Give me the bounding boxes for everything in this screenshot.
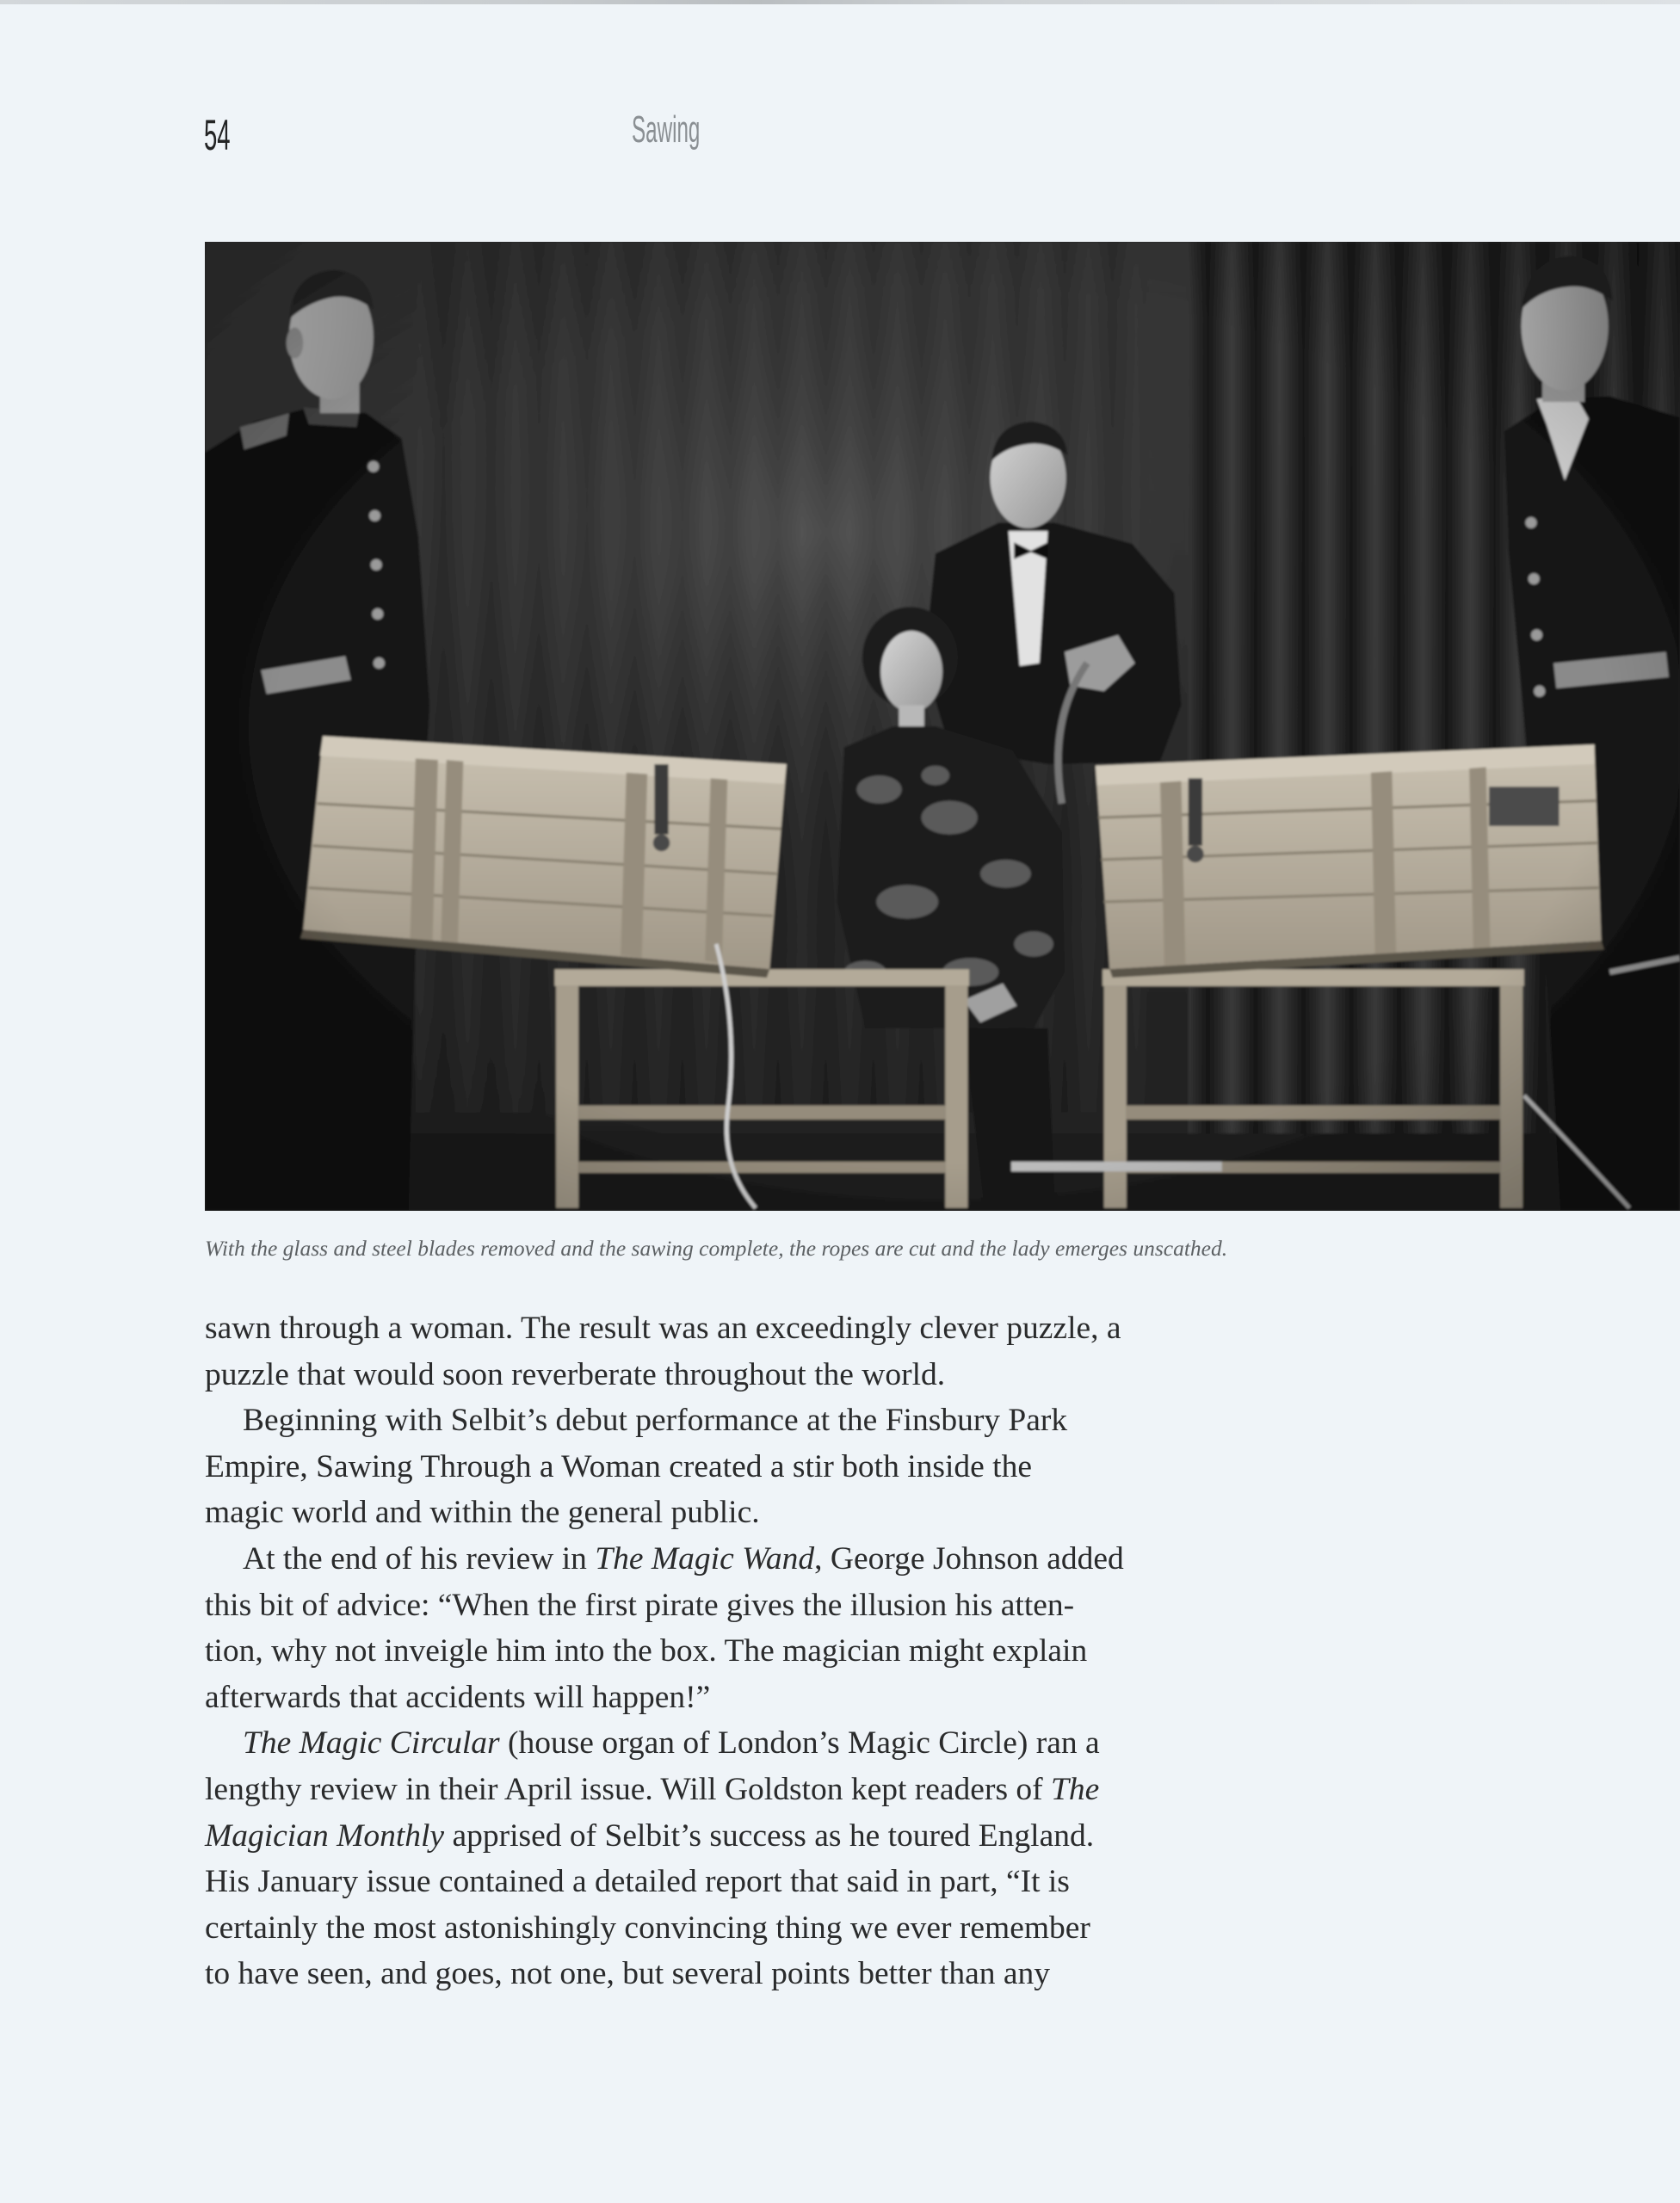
scan-edge [0,0,1680,4]
text-line [205,1859,1238,1905]
text-run: Empire, Sawing Through a Woman created a stir both inside the [205,1448,1032,1484]
text-line [205,1675,1238,1721]
text-run: magic world and within the general public. [205,1495,760,1531]
text-line [205,1352,1238,1398]
text-run: puzzle that would soon reverberate throughout the world. [205,1356,946,1392]
text-line [205,1444,1238,1490]
text-line [205,1490,1238,1536]
publication-title: The Magic Wand [595,1540,815,1577]
text-run: afterwards that accidents will happen!” [205,1679,711,1715]
figure [205,242,1680,1211]
figure-caption: With the glass and steel blades removed and the sawing complete, the ropes are cut and the lady emerges unscathed. [205,1236,1228,1261]
publication-title: The Magic Circular [243,1725,500,1762]
page-number: 54 [204,111,231,159]
text-run: His January issue contained a detailed report that said in part, “It is [205,1864,1070,1900]
text-run: tion, why not inveigle him into the box. The magician might explain [205,1633,1088,1669]
text-line [205,1767,1238,1813]
text-line [205,1905,1238,1952]
text-run: lengthy review in their April issue. Will Goldston kept readers of [205,1771,1052,1807]
body-text [205,1305,1238,1997]
text-line [205,1951,1238,1997]
publication-title: Magician Monthly [205,1817,445,1854]
text-run: certainly the most astonishingly convincing thing we ever remember [205,1910,1090,1946]
text-run: Beginning with Selbit’s debut performance at the Finsbury Park [243,1403,1068,1439]
paragraph-start-line [205,1536,1238,1583]
text-line [205,1583,1238,1629]
text-line [205,1305,1238,1352]
running-head: Sawing [632,108,701,151]
paragraph-start-line [205,1398,1238,1444]
text-line [205,1628,1238,1675]
text-run: , George Johnson added [814,1540,1124,1577]
text-run: to have seen, and goes, not one, but several points better than any [205,1956,1051,1992]
text-run: this bit of advice: “When the first pirate gives the illusion his atten- [205,1587,1075,1623]
text-line [205,1813,1238,1860]
paragraph-start-line [205,1720,1238,1767]
photograph [205,242,1680,1211]
text-run: apprised of Selbit’s success as he toured England. [444,1817,1095,1854]
text-run: At the end of his review in [243,1540,596,1577]
text-run: (house organ of London’s Magic Circle) ran a [499,1725,1100,1762]
publication-title: The [1051,1771,1100,1807]
text-run: sawn through a woman. The result was an exceedingly clever puzzle, a [205,1311,1121,1346]
